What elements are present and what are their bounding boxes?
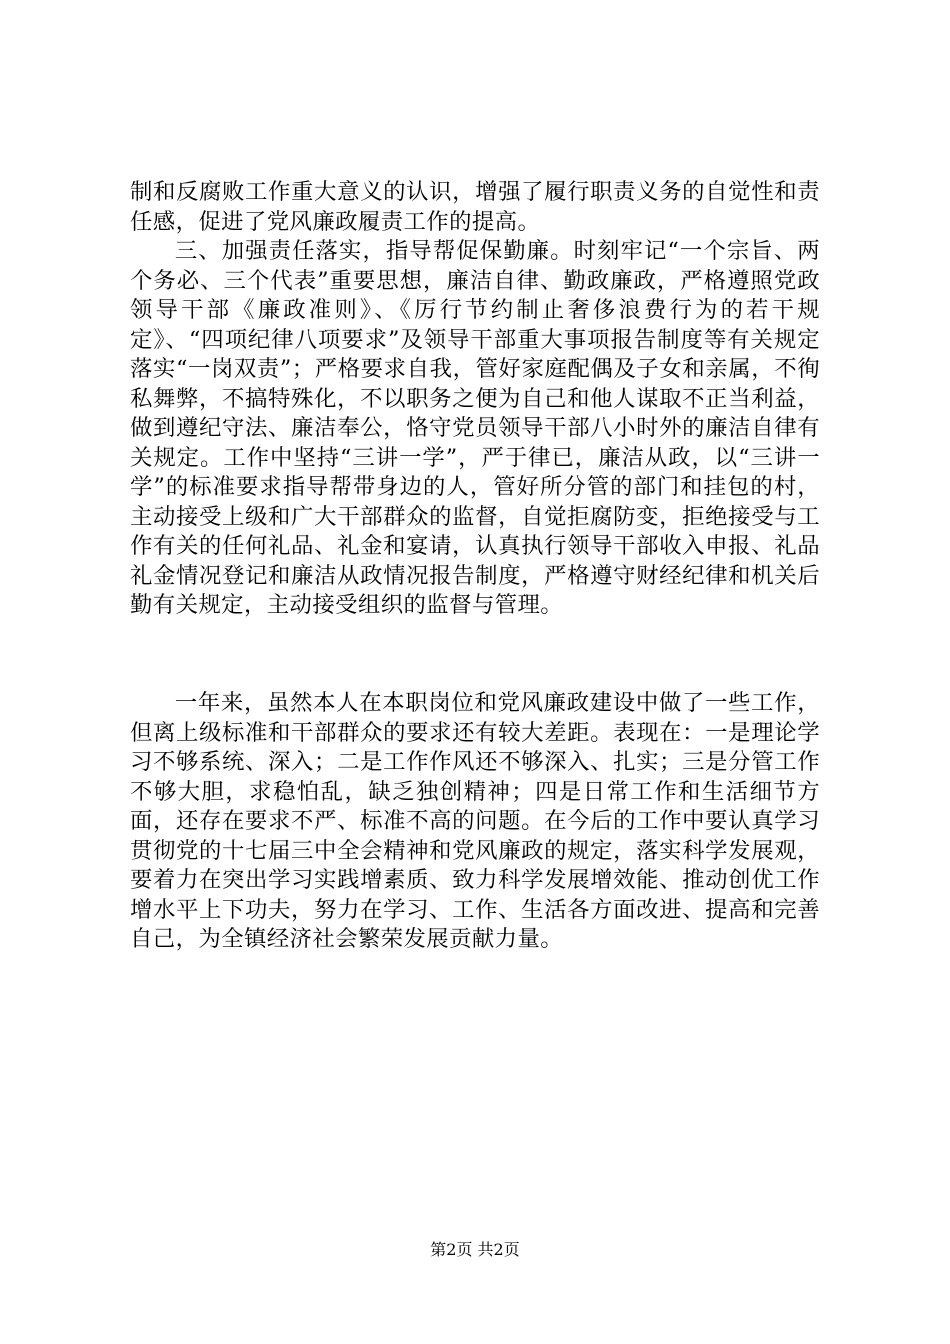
body-text-top — [130, 178, 820, 621]
paragraph-section-three: 三、加强责任落实，指导帮促保勤廉。时刻牢记“一个宗旨、两个务必、三个代表”重要思想，廉洁自律、勤政廉政，严格遵照党政领导干部《廉政准则》、《厉行节约制止奢侈浪费行为的若干规定》、“四项纪律八项要求”及领导干部重大事项报告制度等有关规定落实“一岗双责”；严格要求自我，管好家庭配偶及子女和亲属，不徇私舞弊，不搞特殊化，不以职务之便为自己和他人谋取不正当利益，做到遵纪守法、廉洁奉公，恪守党员领导干部八小时外的廉洁自律有关规定。工作中坚持“三讲一学”，严于律已，廉洁从政，以“三讲一学”的标准要求指导帮带身边的人，管好所分管的部门和挂包的村，主动接受上级和广大干部群众的监督，自觉拒腐防变，拒绝接受与工作有关的任何礼品、礼金和宴请，认真执行领导干部收入申报、礼品礼金情况登记和廉洁从政情况报告制度，严格遵守财经纪律和机关后勤有关规定，主动接受组织的监督与管理。 — [130, 238, 820, 618]
paragraph-summary: 一年来，虽然本人在本职岗位和党风廉政建设中做了一些工作，但离上级标准和干部群众的要求还有较大差距。表现在：一是理论学习不够系统、深入；二是工作作风还不够深入、扎实；三是分管工作不够大胆，求稳怕乱，缺乏独创精神；四是日常工作和生活细节方面，还存在要求不严、标准不高的问题。在今后的工作中要认真学习贯彻党的十七届三中全会精神和党风廉政的规定，落实科学发展观，要着力在突出学习实践增素质、致力科学发展增效能、推动创优工作增水平上下功夫，努力在学习、工作、生活各方面改进、提高和完善自己，为全镇经济社会繁荣发展贡献力量。 — [130, 690, 820, 952]
body-text-bottom — [130, 689, 820, 955]
page-footer: 第2页 共2页 — [430, 1240, 520, 1259]
paragraph-continuation: 制和反腐败工作重大意义的认识，增强了履行职责义务的自觉性和责任感，促进了党风廉政履责工作的提高。 — [130, 179, 820, 235]
